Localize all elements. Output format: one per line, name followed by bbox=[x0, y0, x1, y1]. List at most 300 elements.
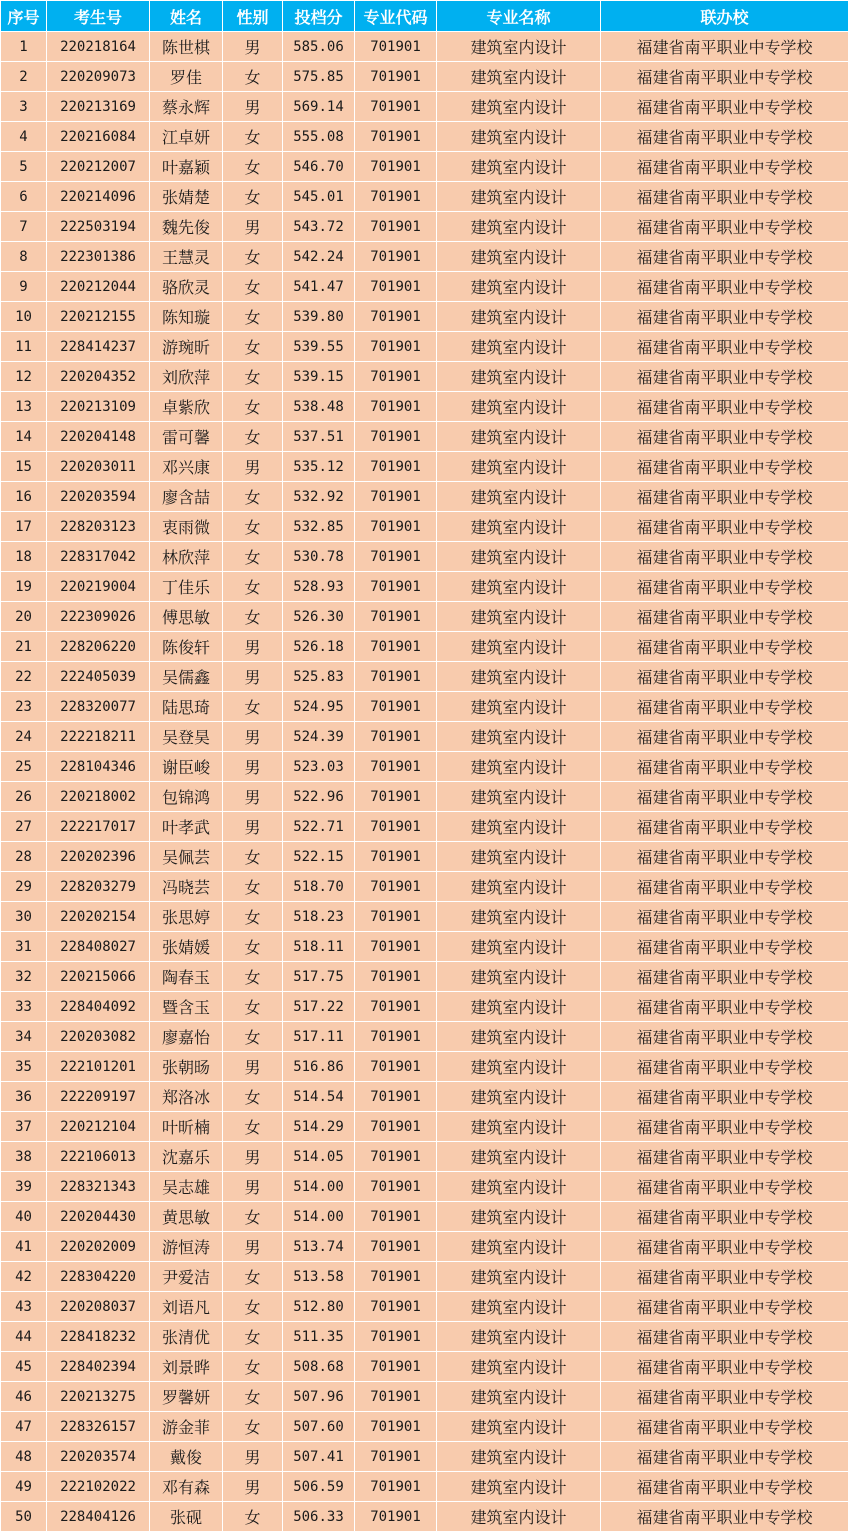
cell-index: 21 bbox=[1, 632, 47, 662]
cell-partner-school: 福建省南平职业中专学校 bbox=[601, 1352, 848, 1382]
cell-major-name: 建筑室内设计 bbox=[437, 992, 601, 1022]
cell-major-code: 701901 bbox=[355, 782, 437, 812]
cell-major-name: 建筑室内设计 bbox=[437, 962, 601, 992]
table-row bbox=[1, 722, 848, 752]
table-row bbox=[1, 422, 848, 452]
cell-score: 542.24 bbox=[283, 242, 355, 272]
cell-partner-school: 福建省南平职业中专学校 bbox=[601, 1442, 848, 1472]
cell-major-name: 建筑室内设计 bbox=[437, 1202, 601, 1232]
cell-name: 吴儒鑫 bbox=[150, 662, 223, 692]
cell-major-code: 701901 bbox=[355, 662, 437, 692]
cell-exam-number: 220218164 bbox=[47, 32, 150, 62]
cell-major-name: 建筑室内设计 bbox=[437, 572, 601, 602]
cell-index: 29 bbox=[1, 872, 47, 902]
cell-name: 王慧灵 bbox=[150, 242, 223, 272]
cell-major-name: 建筑室内设计 bbox=[437, 782, 601, 812]
table-row bbox=[1, 332, 848, 362]
cell-partner-school: 福建省南平职业中专学校 bbox=[601, 1412, 848, 1442]
cell-index: 7 bbox=[1, 212, 47, 242]
cell-major-name: 建筑室内设计 bbox=[437, 32, 601, 62]
table-row bbox=[1, 932, 848, 962]
cell-name: 骆欣灵 bbox=[150, 272, 223, 302]
cell-major-name: 建筑室内设计 bbox=[437, 1352, 601, 1382]
table-row bbox=[1, 812, 848, 842]
cell-score: 532.85 bbox=[283, 512, 355, 542]
cell-partner-school: 福建省南平职业中专学校 bbox=[601, 992, 848, 1022]
cell-score: 514.29 bbox=[283, 1112, 355, 1142]
cell-score: 517.22 bbox=[283, 992, 355, 1022]
cell-score: 507.41 bbox=[283, 1442, 355, 1472]
cell-name: 张朝旸 bbox=[150, 1052, 223, 1082]
cell-score: 514.05 bbox=[283, 1142, 355, 1172]
cell-gender: 女 bbox=[223, 122, 283, 152]
cell-major-code: 701901 bbox=[355, 1322, 437, 1352]
table-row bbox=[1, 542, 848, 572]
cell-name: 冯晓芸 bbox=[150, 872, 223, 902]
cell-index: 46 bbox=[1, 1382, 47, 1412]
cell-partner-school: 福建省南平职业中专学校 bbox=[601, 182, 848, 212]
cell-gender: 女 bbox=[223, 362, 283, 392]
table-row bbox=[1, 512, 848, 542]
cell-partner-school: 福建省南平职业中专学校 bbox=[601, 1262, 848, 1292]
cell-partner-school: 福建省南平职业中专学校 bbox=[601, 872, 848, 902]
cell-exam-number: 222217017 bbox=[47, 812, 150, 842]
cell-gender: 女 bbox=[223, 962, 283, 992]
cell-index: 34 bbox=[1, 1022, 47, 1052]
cell-score: 555.08 bbox=[283, 122, 355, 152]
cell-name: 刘欣萍 bbox=[150, 362, 223, 392]
cell-partner-school: 福建省南平职业中专学校 bbox=[601, 242, 848, 272]
cell-major-code: 701901 bbox=[355, 812, 437, 842]
cell-exam-number: 228404126 bbox=[47, 1502, 150, 1532]
cell-exam-number: 220218002 bbox=[47, 782, 150, 812]
cell-exam-number: 228203279 bbox=[47, 872, 150, 902]
cell-exam-number: 228402394 bbox=[47, 1352, 150, 1382]
cell-index: 35 bbox=[1, 1052, 47, 1082]
cell-major-name: 建筑室内设计 bbox=[437, 272, 601, 302]
cell-gender: 女 bbox=[223, 1082, 283, 1112]
table-row bbox=[1, 182, 848, 212]
cell-exam-number: 228414237 bbox=[47, 332, 150, 362]
cell-major-code: 701901 bbox=[355, 92, 437, 122]
cell-major-name: 建筑室内设计 bbox=[437, 512, 601, 542]
cell-major-code: 701901 bbox=[355, 122, 437, 152]
cell-major-code: 701901 bbox=[355, 602, 437, 632]
cell-gender: 男 bbox=[223, 1232, 283, 1262]
cell-major-code: 701901 bbox=[355, 1112, 437, 1142]
cell-exam-number: 220208037 bbox=[47, 1292, 150, 1322]
cell-exam-number: 220204352 bbox=[47, 362, 150, 392]
cell-partner-school: 福建省南平职业中专学校 bbox=[601, 1472, 848, 1502]
cell-name: 游琬昕 bbox=[150, 332, 223, 362]
cell-index: 3 bbox=[1, 92, 47, 122]
cell-index: 44 bbox=[1, 1322, 47, 1352]
cell-partner-school: 福建省南平职业中专学校 bbox=[601, 302, 848, 332]
cell-major-code: 701901 bbox=[355, 992, 437, 1022]
cell-gender: 男 bbox=[223, 752, 283, 782]
cell-index: 43 bbox=[1, 1292, 47, 1322]
cell-major-code: 701901 bbox=[355, 482, 437, 512]
cell-index: 6 bbox=[1, 182, 47, 212]
cell-gender: 女 bbox=[223, 1352, 283, 1382]
cell-partner-school: 福建省南平职业中专学校 bbox=[601, 662, 848, 692]
table-row bbox=[1, 752, 848, 782]
cell-gender: 女 bbox=[223, 872, 283, 902]
cell-major-name: 建筑室内设计 bbox=[437, 902, 601, 932]
cell-index: 16 bbox=[1, 482, 47, 512]
cell-score: 530.78 bbox=[283, 542, 355, 572]
cell-name: 邓有森 bbox=[150, 1472, 223, 1502]
table-row bbox=[1, 1442, 848, 1472]
cell-index: 50 bbox=[1, 1502, 47, 1532]
cell-exam-number: 222503194 bbox=[47, 212, 150, 242]
cell-partner-school: 福建省南平职业中专学校 bbox=[601, 722, 848, 752]
cell-major-code: 701901 bbox=[355, 302, 437, 332]
cell-name: 陈俊轩 bbox=[150, 632, 223, 662]
cell-exam-number: 222218211 bbox=[47, 722, 150, 752]
cell-exam-number: 220204430 bbox=[47, 1202, 150, 1232]
cell-exam-number: 220203082 bbox=[47, 1022, 150, 1052]
cell-major-code: 701901 bbox=[355, 182, 437, 212]
table-row bbox=[1, 1052, 848, 1082]
cell-name: 暨含玉 bbox=[150, 992, 223, 1022]
cell-partner-school: 福建省南平职业中专学校 bbox=[601, 1232, 848, 1262]
cell-major-name: 建筑室内设计 bbox=[437, 1172, 601, 1202]
cell-major-name: 建筑室内设计 bbox=[437, 1412, 601, 1442]
table-row bbox=[1, 602, 848, 632]
cell-major-name: 建筑室内设计 bbox=[437, 1082, 601, 1112]
cell-score: 522.71 bbox=[283, 812, 355, 842]
table-row bbox=[1, 62, 848, 92]
cell-name: 蔡永辉 bbox=[150, 92, 223, 122]
cell-major-code: 701901 bbox=[355, 1262, 437, 1292]
cell-major-name: 建筑室内设计 bbox=[437, 1262, 601, 1292]
cell-exam-number: 228326157 bbox=[47, 1412, 150, 1442]
cell-name: 叶孝武 bbox=[150, 812, 223, 842]
cell-major-code: 701901 bbox=[355, 1352, 437, 1382]
cell-major-code: 701901 bbox=[355, 1082, 437, 1112]
table-row bbox=[1, 92, 848, 122]
cell-gender: 女 bbox=[223, 422, 283, 452]
cell-partner-school: 福建省南平职业中专学校 bbox=[601, 272, 848, 302]
cell-score: 517.75 bbox=[283, 962, 355, 992]
header-name: 姓名 bbox=[150, 1, 223, 32]
cell-partner-school: 福建省南平职业中专学校 bbox=[601, 92, 848, 122]
cell-exam-number: 228404092 bbox=[47, 992, 150, 1022]
cell-name: 江卓妍 bbox=[150, 122, 223, 152]
cell-gender: 女 bbox=[223, 512, 283, 542]
cell-score: 514.00 bbox=[283, 1202, 355, 1232]
cell-index: 9 bbox=[1, 272, 47, 302]
cell-name: 黄思敏 bbox=[150, 1202, 223, 1232]
cell-partner-school: 福建省南平职业中专学校 bbox=[601, 62, 848, 92]
cell-major-name: 建筑室内设计 bbox=[437, 842, 601, 872]
table-row bbox=[1, 1472, 848, 1502]
table-row bbox=[1, 572, 848, 602]
cell-major-code: 701901 bbox=[355, 452, 437, 482]
cell-exam-number: 228317042 bbox=[47, 542, 150, 572]
cell-score: 522.15 bbox=[283, 842, 355, 872]
cell-gender: 女 bbox=[223, 1262, 283, 1292]
cell-score: 539.15 bbox=[283, 362, 355, 392]
cell-gender: 女 bbox=[223, 332, 283, 362]
table-row bbox=[1, 1322, 848, 1352]
cell-exam-number: 220204148 bbox=[47, 422, 150, 452]
cell-major-name: 建筑室内设计 bbox=[437, 1382, 601, 1412]
cell-name: 陈世棋 bbox=[150, 32, 223, 62]
cell-partner-school: 福建省南平职业中专学校 bbox=[601, 572, 848, 602]
table-body bbox=[1, 32, 848, 1532]
cell-major-code: 701901 bbox=[355, 722, 437, 752]
cell-major-code: 701901 bbox=[355, 632, 437, 662]
cell-partner-school: 福建省南平职业中专学校 bbox=[601, 362, 848, 392]
cell-name: 张思婷 bbox=[150, 902, 223, 932]
cell-major-name: 建筑室内设计 bbox=[437, 1232, 601, 1262]
cell-name: 张砚 bbox=[150, 1502, 223, 1532]
cell-index: 18 bbox=[1, 542, 47, 572]
cell-index: 41 bbox=[1, 1232, 47, 1262]
cell-partner-school: 福建省南平职业中专学校 bbox=[601, 632, 848, 662]
table-row bbox=[1, 1262, 848, 1292]
table-row bbox=[1, 362, 848, 392]
cell-exam-number: 222301386 bbox=[47, 242, 150, 272]
cell-exam-number: 222209197 bbox=[47, 1082, 150, 1112]
table-row bbox=[1, 1022, 848, 1052]
cell-partner-school: 福建省南平职业中专学校 bbox=[601, 212, 848, 242]
cell-score: 546.70 bbox=[283, 152, 355, 182]
cell-major-code: 701901 bbox=[355, 32, 437, 62]
cell-major-code: 701901 bbox=[355, 962, 437, 992]
cell-gender: 女 bbox=[223, 572, 283, 602]
cell-exam-number: 228321343 bbox=[47, 1172, 150, 1202]
cell-name: 尹爱洁 bbox=[150, 1262, 223, 1292]
cell-major-code: 701901 bbox=[355, 572, 437, 602]
cell-gender: 女 bbox=[223, 992, 283, 1022]
cell-major-name: 建筑室内设计 bbox=[437, 182, 601, 212]
cell-score: 524.39 bbox=[283, 722, 355, 752]
table-row bbox=[1, 1352, 848, 1382]
table-row bbox=[1, 962, 848, 992]
cell-partner-school: 福建省南平职业中专学校 bbox=[601, 542, 848, 572]
cell-name: 吴佩芸 bbox=[150, 842, 223, 872]
table-row bbox=[1, 272, 848, 302]
cell-major-code: 701901 bbox=[355, 1202, 437, 1232]
cell-index: 13 bbox=[1, 392, 47, 422]
cell-score: 518.11 bbox=[283, 932, 355, 962]
table-header-row bbox=[1, 1, 848, 32]
cell-major-code: 701901 bbox=[355, 872, 437, 902]
cell-score: 516.86 bbox=[283, 1052, 355, 1082]
cell-name: 张婧楚 bbox=[150, 182, 223, 212]
cell-gender: 女 bbox=[223, 392, 283, 422]
cell-gender: 男 bbox=[223, 1142, 283, 1172]
table-row bbox=[1, 152, 848, 182]
cell-exam-number: 220202396 bbox=[47, 842, 150, 872]
cell-major-name: 建筑室内设计 bbox=[437, 1322, 601, 1352]
cell-major-name: 建筑室内设计 bbox=[437, 1022, 601, 1052]
cell-gender: 男 bbox=[223, 1052, 283, 1082]
cell-index: 14 bbox=[1, 422, 47, 452]
cell-partner-school: 福建省南平职业中专学校 bbox=[601, 1112, 848, 1142]
cell-score: 526.30 bbox=[283, 602, 355, 632]
cell-score: 506.33 bbox=[283, 1502, 355, 1532]
cell-major-code: 701901 bbox=[355, 842, 437, 872]
cell-exam-number: 222106013 bbox=[47, 1142, 150, 1172]
cell-index: 8 bbox=[1, 242, 47, 272]
cell-exam-number: 220202009 bbox=[47, 1232, 150, 1262]
cell-partner-school: 福建省南平职业中专学校 bbox=[601, 812, 848, 842]
cell-major-code: 701901 bbox=[355, 1292, 437, 1322]
cell-exam-number: 228418232 bbox=[47, 1322, 150, 1352]
cell-index: 17 bbox=[1, 512, 47, 542]
cell-major-code: 701901 bbox=[355, 272, 437, 302]
cell-major-name: 建筑室内设计 bbox=[437, 1472, 601, 1502]
cell-index: 30 bbox=[1, 902, 47, 932]
cell-partner-school: 福建省南平职业中专学校 bbox=[601, 452, 848, 482]
cell-partner-school: 福建省南平职业中专学校 bbox=[601, 152, 848, 182]
header-partner-school: 联办校 bbox=[601, 1, 848, 32]
cell-index: 47 bbox=[1, 1412, 47, 1442]
cell-major-name: 建筑室内设计 bbox=[437, 482, 601, 512]
cell-major-code: 701901 bbox=[355, 392, 437, 422]
cell-partner-school: 福建省南平职业中专学校 bbox=[601, 1082, 848, 1112]
cell-gender: 男 bbox=[223, 782, 283, 812]
cell-major-name: 建筑室内设计 bbox=[437, 392, 601, 422]
cell-partner-school: 福建省南平职业中专学校 bbox=[601, 782, 848, 812]
cell-exam-number: 220219004 bbox=[47, 572, 150, 602]
cell-partner-school: 福建省南平职业中专学校 bbox=[601, 752, 848, 782]
cell-gender: 女 bbox=[223, 1022, 283, 1052]
cell-score: 514.54 bbox=[283, 1082, 355, 1112]
cell-major-code: 701901 bbox=[355, 932, 437, 962]
cell-major-name: 建筑室内设计 bbox=[437, 422, 601, 452]
cell-major-code: 701901 bbox=[355, 1472, 437, 1502]
table-row bbox=[1, 632, 848, 662]
cell-score: 507.60 bbox=[283, 1412, 355, 1442]
cell-name: 刘语凡 bbox=[150, 1292, 223, 1322]
table-row bbox=[1, 1382, 848, 1412]
cell-gender: 女 bbox=[223, 1412, 283, 1442]
cell-name: 丁佳乐 bbox=[150, 572, 223, 602]
cell-score: 526.18 bbox=[283, 632, 355, 662]
cell-major-name: 建筑室内设计 bbox=[437, 872, 601, 902]
cell-index: 36 bbox=[1, 1082, 47, 1112]
cell-index: 31 bbox=[1, 932, 47, 962]
cell-index: 23 bbox=[1, 692, 47, 722]
table-row bbox=[1, 1082, 848, 1112]
table-row bbox=[1, 1292, 848, 1322]
cell-major-code: 701901 bbox=[355, 242, 437, 272]
cell-name: 罗佳 bbox=[150, 62, 223, 92]
cell-index: 32 bbox=[1, 962, 47, 992]
table-row bbox=[1, 1412, 848, 1442]
cell-index: 48 bbox=[1, 1442, 47, 1472]
cell-exam-number: 220213275 bbox=[47, 1382, 150, 1412]
cell-gender: 男 bbox=[223, 1472, 283, 1502]
cell-index: 33 bbox=[1, 992, 47, 1022]
cell-partner-school: 福建省南平职业中专学校 bbox=[601, 1322, 848, 1352]
table-row bbox=[1, 1202, 848, 1232]
cell-major-name: 建筑室内设计 bbox=[437, 1142, 601, 1172]
cell-score: 537.51 bbox=[283, 422, 355, 452]
cell-score: 513.74 bbox=[283, 1232, 355, 1262]
cell-name: 刘景晔 bbox=[150, 1352, 223, 1382]
cell-gender: 女 bbox=[223, 272, 283, 302]
cell-name: 陶春玉 bbox=[150, 962, 223, 992]
cell-major-code: 701901 bbox=[355, 422, 437, 452]
cell-name: 廖嘉怡 bbox=[150, 1022, 223, 1052]
cell-gender: 男 bbox=[223, 452, 283, 482]
cell-exam-number: 220212155 bbox=[47, 302, 150, 332]
cell-gender: 女 bbox=[223, 1202, 283, 1232]
cell-partner-school: 福建省南平职业中专学校 bbox=[601, 842, 848, 872]
table-row bbox=[1, 692, 848, 722]
cell-major-name: 建筑室内设计 bbox=[437, 692, 601, 722]
cell-partner-school: 福建省南平职业中专学校 bbox=[601, 902, 848, 932]
header-gender: 性别 bbox=[223, 1, 283, 32]
cell-exam-number: 228206220 bbox=[47, 632, 150, 662]
cell-major-name: 建筑室内设计 bbox=[437, 722, 601, 752]
table-row bbox=[1, 1232, 848, 1262]
cell-partner-school: 福建省南平职业中专学校 bbox=[601, 692, 848, 722]
cell-gender: 女 bbox=[223, 932, 283, 962]
table-row bbox=[1, 392, 848, 422]
cell-index: 42 bbox=[1, 1262, 47, 1292]
cell-major-name: 建筑室内设计 bbox=[437, 1442, 601, 1472]
cell-name: 陈知璇 bbox=[150, 302, 223, 332]
cell-gender: 男 bbox=[223, 722, 283, 752]
cell-exam-number: 220203574 bbox=[47, 1442, 150, 1472]
cell-major-code: 701901 bbox=[355, 902, 437, 932]
cell-index: 37 bbox=[1, 1112, 47, 1142]
cell-partner-school: 福建省南平职业中专学校 bbox=[601, 32, 848, 62]
cell-major-code: 701901 bbox=[355, 1022, 437, 1052]
cell-index: 24 bbox=[1, 722, 47, 752]
cell-exam-number: 220215066 bbox=[47, 962, 150, 992]
cell-index: 27 bbox=[1, 812, 47, 842]
cell-score: 518.70 bbox=[283, 872, 355, 902]
cell-gender: 女 bbox=[223, 542, 283, 572]
cell-gender: 女 bbox=[223, 482, 283, 512]
cell-score: 522.96 bbox=[283, 782, 355, 812]
cell-gender: 男 bbox=[223, 1172, 283, 1202]
header-exam-number: 考生号 bbox=[47, 1, 150, 32]
cell-score: 575.85 bbox=[283, 62, 355, 92]
cell-score: 512.80 bbox=[283, 1292, 355, 1322]
cell-major-code: 701901 bbox=[355, 692, 437, 722]
cell-name: 叶嘉颖 bbox=[150, 152, 223, 182]
cell-major-name: 建筑室内设计 bbox=[437, 1052, 601, 1082]
cell-gender: 男 bbox=[223, 632, 283, 662]
cell-name: 游恒涛 bbox=[150, 1232, 223, 1262]
table-row bbox=[1, 662, 848, 692]
table-row bbox=[1, 1142, 848, 1172]
cell-gender: 男 bbox=[223, 662, 283, 692]
cell-major-name: 建筑室内设计 bbox=[437, 212, 601, 242]
cell-score: 545.01 bbox=[283, 182, 355, 212]
cell-score: 506.59 bbox=[283, 1472, 355, 1502]
cell-major-code: 701901 bbox=[355, 1052, 437, 1082]
cell-major-code: 701901 bbox=[355, 752, 437, 782]
cell-partner-school: 福建省南平职业中专学校 bbox=[601, 1202, 848, 1232]
cell-gender: 女 bbox=[223, 1322, 283, 1352]
cell-major-code: 701901 bbox=[355, 1412, 437, 1442]
header-major-code: 专业代码 bbox=[355, 1, 437, 32]
table-row bbox=[1, 1172, 848, 1202]
cell-index: 28 bbox=[1, 842, 47, 872]
cell-score: 535.12 bbox=[283, 452, 355, 482]
cell-gender: 女 bbox=[223, 1382, 283, 1412]
